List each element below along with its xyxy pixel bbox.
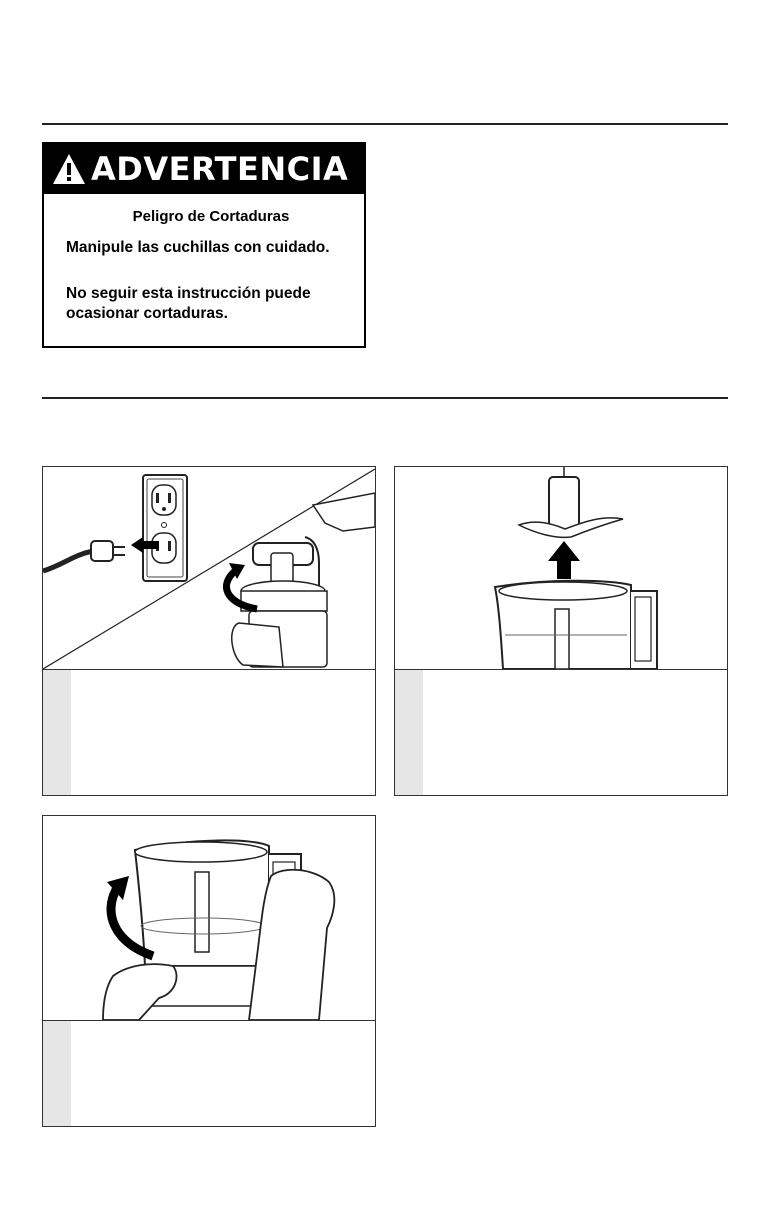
warning-line-2: No seguir esta instrucción puede ocasionar cortaduras. [66,285,311,322]
unplug-and-twist-illustration [43,467,375,669]
step-1-panel [42,466,376,796]
left-hand [103,964,177,1020]
work-bowl-icon [495,581,657,669]
step-2-caption [395,669,727,795]
step-3-number [43,1021,71,1126]
step-3-caption [43,1020,375,1126]
step-3-panel [42,815,376,1127]
step-1-caption [43,669,375,795]
remove-blade-illustration [395,467,727,669]
warning-title: ADVERTENCIA [91,150,349,188]
wall-outlet-icon [143,475,187,581]
remove-bowl-illustration [43,816,375,1020]
power-plug-icon [43,541,125,571]
up-arrow-icon [548,541,580,586]
warning-box [42,142,366,348]
blade-icon [519,467,623,537]
warning-header [44,144,364,194]
food-processor-icon [232,537,327,667]
warning-triangle-icon [52,152,86,186]
step-2-panel [394,466,728,796]
step-2-number [395,670,423,795]
section-divider-top [42,123,728,125]
warning-subtitle: Peligro de Cortaduras [132,208,290,225]
section-divider-middle [42,397,728,399]
warning-line-1: Manipule las cuchillas con cuidado. [66,239,330,256]
step-1-number [43,670,71,795]
